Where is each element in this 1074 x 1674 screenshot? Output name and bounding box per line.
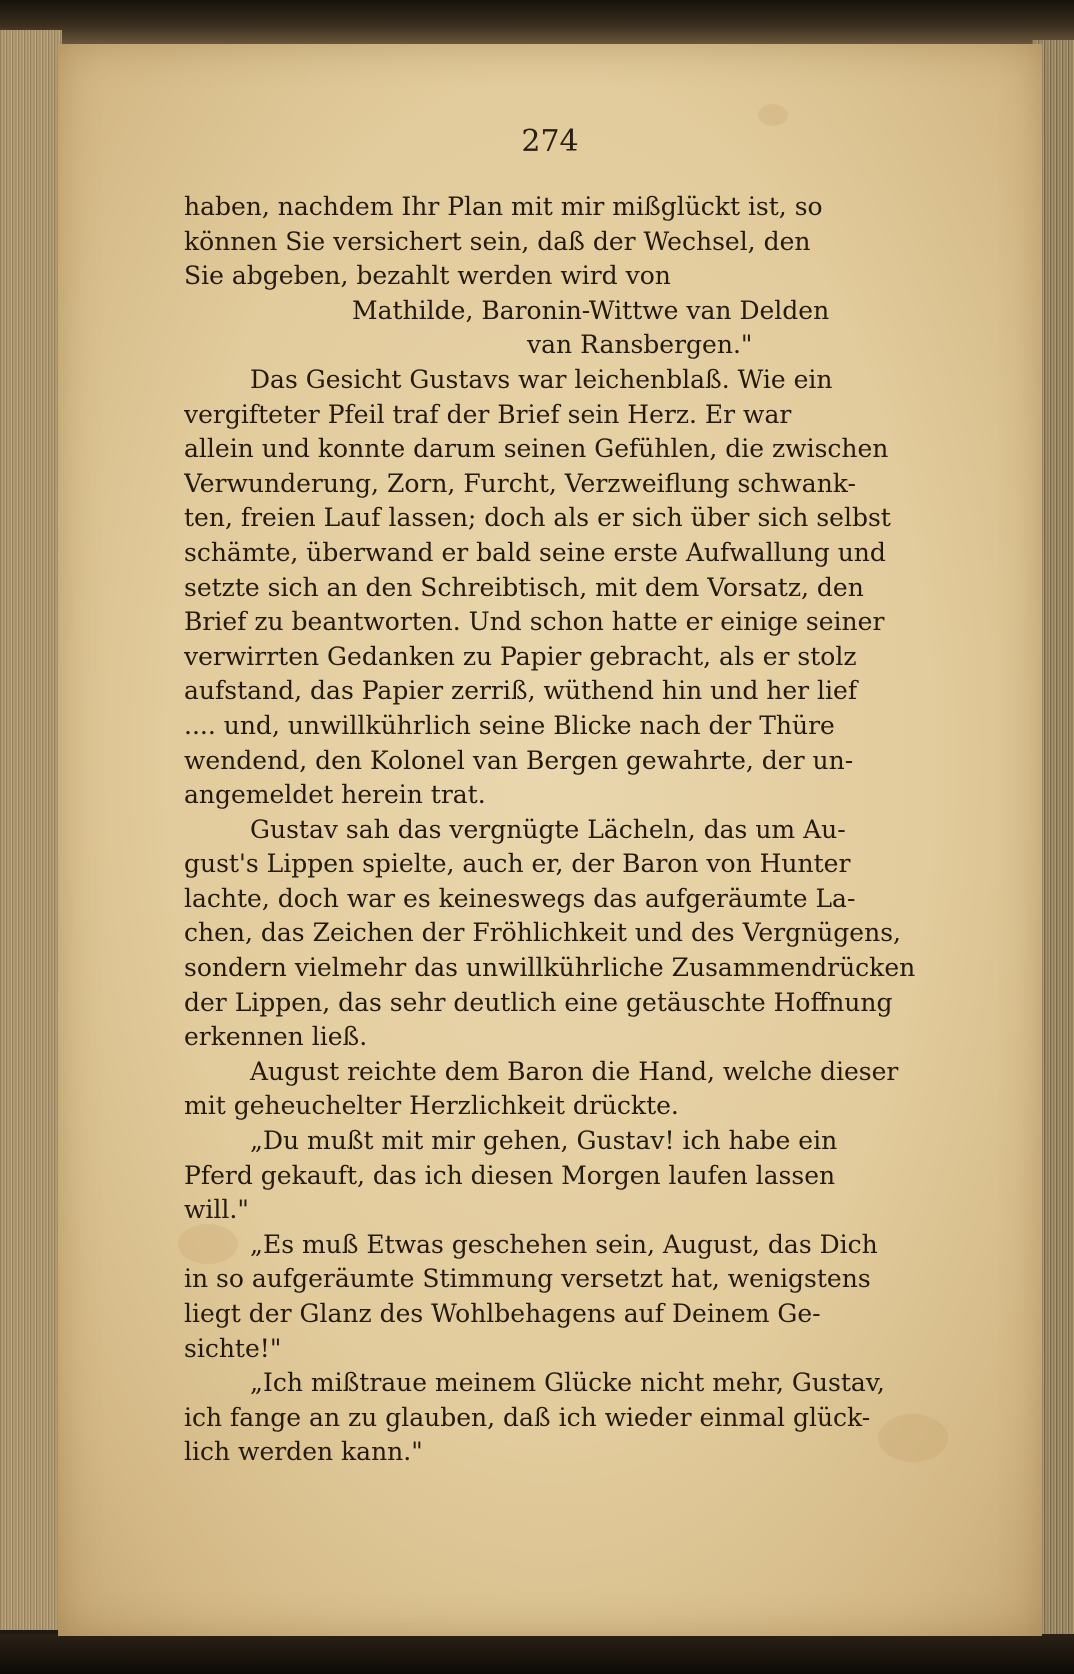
text-line: „Ich mißtraue meinem Glücke nicht mehr, Gustav, — [250, 1368, 885, 1398]
text-line: in so aufgeräumte Stimmung versetzt hat, wenigstens — [184, 1264, 871, 1294]
page-stack-left — [0, 30, 62, 1630]
book-page — [58, 44, 1042, 1636]
text-line: sichte!" — [184, 1333, 282, 1363]
text-line: schämte, überwand er bald seine erste Aufwallung und — [184, 537, 886, 567]
text-line: der Lippen, das sehr deutlich eine getäuschte Hoffnung — [184, 987, 893, 1017]
text-line: können Sie versichert sein, daß der Wechsel, den — [184, 226, 811, 256]
text-line: Das Gesicht Gustavs war leichenblaß. Wie ein — [250, 364, 833, 394]
text-line: verwirrten Gedanken zu Papier gebracht, als er stolz — [184, 641, 857, 671]
text-line: allein und konnte darum seinen Gefühlen, die zwischen — [184, 434, 889, 464]
text-line: setzte sich an den Schreibtisch, mit dem Vorsatz, den — [184, 572, 864, 602]
text-line: liegt der Glanz des Wohlbehagens auf Deinem Ge- — [184, 1299, 821, 1328]
text-line: Brief zu beantworten. Und schon hatte er einige seiner — [184, 607, 885, 637]
text-line: ten, freien Lauf lassen; doch als er sich über sich selbst — [184, 503, 891, 533]
text-line: lich werden kann." — [184, 1437, 423, 1467]
text-line: Sie abgeben, bezahlt werden wird von — [184, 261, 671, 291]
text-line: Verwunderung, Zorn, Furcht, Verzweiflung schwank- — [184, 468, 856, 498]
text-line: sondern vielmehr das unwillkührliche Zusammendrücken — [184, 953, 916, 983]
signature-line: Mathilde, Baronin-Wittwe van Delden — [352, 295, 830, 325]
text-line: „Du mußt mit mir gehen, Gustav! ich habe ein — [250, 1126, 838, 1156]
text-line: mit geheuchelter Herzlichkeit drückte. — [184, 1091, 679, 1121]
body-text — [184, 190, 1000, 1470]
paper-stain — [758, 104, 788, 126]
text-line: haben, nachdem Ihr Plan mit mir mißglückt ist, so — [184, 192, 823, 221]
text-line: wendend, den Kolonel van Bergen gewahrte, der un- — [184, 745, 854, 775]
text-line: vergifteter Pfeil traf der Brief sein Herz. Er war — [184, 399, 792, 429]
text-line: chen, das Zeichen der Fröhlichkeit und des Vergnügens, — [184, 918, 901, 948]
text-line: aufstand, das Papier zerriß, wüthend hin und her lief — [184, 676, 858, 706]
signature-line: van Ransbergen." — [527, 330, 753, 360]
text-line: ich fange an zu glauben, daß ich wieder einmal glück- — [184, 1402, 871, 1432]
text-line: .... und, unwillkührlich seine Blicke nach der Thüre — [184, 710, 835, 740]
text-line: Gustav sah das vergnügte Lächeln, das um Au- — [250, 814, 846, 844]
text-line: will." — [184, 1195, 249, 1225]
page-number: 274 — [521, 124, 579, 159]
book-bottom-edge — [0, 1634, 1074, 1674]
text-line: angemeldet herein trat. — [184, 780, 486, 810]
book-top-edge — [0, 0, 1074, 46]
text-line: Pferd gekauft, das ich diesen Morgen laufen lassen — [184, 1160, 836, 1190]
text-line: lachte, doch war es keineswegs das aufgeräumte La- — [184, 883, 856, 913]
text-line: „Es muß Etwas geschehen sein, August, das Dich — [250, 1229, 878, 1259]
text-line: erkennen ließ. — [184, 1022, 368, 1052]
text-line: August reichte dem Baron die Hand, welche dieser — [250, 1056, 899, 1086]
text-line: gust's Lippen spielte, auch er, der Baron von Hunter — [184, 849, 851, 879]
